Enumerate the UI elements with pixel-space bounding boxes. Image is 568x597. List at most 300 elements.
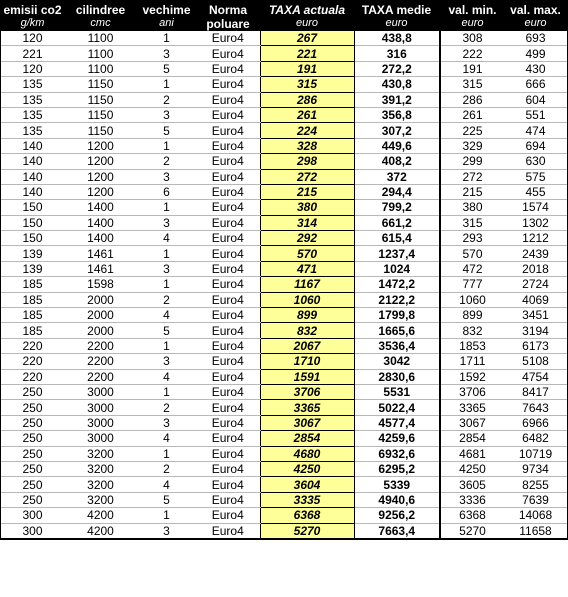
emisii-cell: 221 bbox=[1, 46, 64, 61]
taxa-medie-cell: 1237,4 bbox=[354, 246, 440, 261]
cilindree-cell: 2200 bbox=[64, 338, 137, 353]
norma-cell: Euro4 bbox=[196, 308, 260, 323]
val-max-cell: 575 bbox=[504, 169, 567, 184]
vechime-cell: 2 bbox=[137, 92, 196, 107]
emisii-cell: 185 bbox=[1, 323, 64, 338]
vechime-cell: 5 bbox=[137, 61, 196, 76]
norma-cell: Euro4 bbox=[196, 123, 260, 138]
norma-cell: Euro4 bbox=[196, 261, 260, 276]
val-min-cell: 777 bbox=[440, 277, 504, 292]
table-row bbox=[1, 200, 567, 215]
val-max-cell: 499 bbox=[504, 46, 567, 61]
val-min-cell: 4681 bbox=[440, 446, 504, 461]
cilindree-cell: 1100 bbox=[64, 46, 137, 61]
val-max-cell: 6966 bbox=[504, 415, 567, 430]
vechime-cell: 2 bbox=[137, 154, 196, 169]
unit-emisii: g/km bbox=[1, 17, 64, 31]
table-row bbox=[1, 46, 567, 61]
emisii-cell: 300 bbox=[1, 508, 64, 523]
val-max-cell: 1574 bbox=[504, 200, 567, 215]
taxa-medie-cell: 799,2 bbox=[354, 200, 440, 215]
taxa-actuala-cell: 298 bbox=[260, 154, 354, 169]
taxa-medie-cell: 7663,4 bbox=[354, 523, 440, 538]
norma-cell: Euro4 bbox=[196, 415, 260, 430]
table-header bbox=[1, 1, 567, 31]
norma-cell: Euro4 bbox=[196, 246, 260, 261]
norma-cell: Euro4 bbox=[196, 338, 260, 353]
vechime-cell: 4 bbox=[137, 231, 196, 246]
taxa-medie-cell: 2830,6 bbox=[354, 369, 440, 384]
val-min-cell: 2854 bbox=[440, 431, 504, 446]
val-min-cell: 5270 bbox=[440, 523, 504, 538]
emisii-cell: 139 bbox=[1, 246, 64, 261]
vechime-cell: 3 bbox=[137, 523, 196, 538]
cilindree-cell: 1461 bbox=[64, 261, 137, 276]
unit-taxa-actuala: euro bbox=[260, 17, 354, 31]
taxa-medie-cell: 356,8 bbox=[354, 107, 440, 122]
taxa-medie-cell: 5339 bbox=[354, 477, 440, 492]
taxa-medie-cell: 4259,6 bbox=[354, 431, 440, 446]
taxa-medie-cell: 272,2 bbox=[354, 61, 440, 76]
table-row bbox=[1, 231, 567, 246]
table-row bbox=[1, 154, 567, 169]
val-min-cell: 3706 bbox=[440, 384, 504, 399]
vechime-cell: 3 bbox=[137, 354, 196, 369]
val-min-cell: 570 bbox=[440, 246, 504, 261]
val-max-cell: 3194 bbox=[504, 323, 567, 338]
val-max-cell: 630 bbox=[504, 154, 567, 169]
cilindree-cell: 1400 bbox=[64, 200, 137, 215]
taxa-medie-cell: 438,8 bbox=[354, 31, 440, 46]
val-min-cell: 329 bbox=[440, 138, 504, 153]
norma-cell: Euro4 bbox=[196, 477, 260, 492]
cilindree-cell: 1461 bbox=[64, 246, 137, 261]
val-min-cell: 225 bbox=[440, 123, 504, 138]
taxa-actuala-cell: 3706 bbox=[260, 384, 354, 399]
taxa-medie-cell: 1024 bbox=[354, 261, 440, 276]
table-row bbox=[1, 477, 567, 492]
unit-norma: poluare bbox=[196, 17, 260, 31]
val-min-cell: 222 bbox=[440, 46, 504, 61]
emisii-cell: 150 bbox=[1, 231, 64, 246]
norma-cell: Euro4 bbox=[196, 354, 260, 369]
cilindree-cell: 2000 bbox=[64, 308, 137, 323]
vechime-cell: 1 bbox=[137, 277, 196, 292]
table-row bbox=[1, 261, 567, 276]
emisii-cell: 250 bbox=[1, 400, 64, 415]
taxa-medie-cell: 1665,6 bbox=[354, 323, 440, 338]
cilindree-cell: 1150 bbox=[64, 107, 137, 122]
emisii-cell: 140 bbox=[1, 184, 64, 199]
table-row bbox=[1, 323, 567, 338]
table-row bbox=[1, 184, 567, 199]
cilindree-cell: 3000 bbox=[64, 415, 137, 430]
norma-cell: Euro4 bbox=[196, 154, 260, 169]
header-val-min: val. min. bbox=[440, 1, 504, 17]
val-max-cell: 430 bbox=[504, 61, 567, 76]
norma-cell: Euro4 bbox=[196, 138, 260, 153]
val-min-cell: 1592 bbox=[440, 369, 504, 384]
val-max-cell: 6482 bbox=[504, 431, 567, 446]
table-row bbox=[1, 61, 567, 76]
val-max-cell: 7643 bbox=[504, 400, 567, 415]
emisii-cell: 185 bbox=[1, 277, 64, 292]
cilindree-cell: 1200 bbox=[64, 184, 137, 199]
emisii-cell: 220 bbox=[1, 369, 64, 384]
norma-cell: Euro4 bbox=[196, 369, 260, 384]
table-row bbox=[1, 169, 567, 184]
taxa-medie-cell: 430,8 bbox=[354, 77, 440, 92]
vechime-cell: 1 bbox=[137, 384, 196, 399]
norma-cell: Euro4 bbox=[196, 461, 260, 476]
taxa-actuala-cell: 4680 bbox=[260, 446, 354, 461]
tax-table bbox=[1, 1, 567, 539]
norma-cell: Euro4 bbox=[196, 31, 260, 46]
emisii-cell: 250 bbox=[1, 431, 64, 446]
table-row bbox=[1, 354, 567, 369]
val-min-cell: 191 bbox=[440, 61, 504, 76]
table-row bbox=[1, 215, 567, 230]
header-row-units bbox=[1, 17, 567, 31]
taxa-medie-cell: 615,4 bbox=[354, 231, 440, 246]
emisii-cell: 300 bbox=[1, 523, 64, 538]
emisii-cell: 135 bbox=[1, 92, 64, 107]
table-row bbox=[1, 107, 567, 122]
header-val-max: val. max. bbox=[504, 1, 567, 17]
table-row bbox=[1, 31, 567, 46]
taxa-actuala-cell: 3365 bbox=[260, 400, 354, 415]
norma-cell: Euro4 bbox=[196, 400, 260, 415]
taxa-actuala-cell: 2067 bbox=[260, 338, 354, 353]
cilindree-cell: 1150 bbox=[64, 77, 137, 92]
table-row bbox=[1, 92, 567, 107]
val-max-cell: 551 bbox=[504, 107, 567, 122]
val-max-cell: 10719 bbox=[504, 446, 567, 461]
unit-val-max: euro bbox=[504, 17, 567, 31]
val-max-cell: 693 bbox=[504, 31, 567, 46]
emisii-cell: 185 bbox=[1, 308, 64, 323]
cilindree-cell: 3200 bbox=[64, 477, 137, 492]
cilindree-cell: 1150 bbox=[64, 92, 137, 107]
taxa-medie-cell: 4577,4 bbox=[354, 415, 440, 430]
val-max-cell: 694 bbox=[504, 138, 567, 153]
unit-taxa-medie: euro bbox=[354, 17, 440, 31]
norma-cell: Euro4 bbox=[196, 46, 260, 61]
cilindree-cell: 1200 bbox=[64, 138, 137, 153]
cilindree-cell: 2000 bbox=[64, 292, 137, 307]
vechime-cell: 3 bbox=[137, 261, 196, 276]
taxa-actuala-cell: 3067 bbox=[260, 415, 354, 430]
taxa-medie-cell: 1799,8 bbox=[354, 308, 440, 323]
vechime-cell: 1 bbox=[137, 31, 196, 46]
vechime-cell: 1 bbox=[137, 77, 196, 92]
taxa-medie-cell: 6932,6 bbox=[354, 446, 440, 461]
taxa-medie-cell: 316 bbox=[354, 46, 440, 61]
norma-cell: Euro4 bbox=[196, 215, 260, 230]
val-min-cell: 293 bbox=[440, 231, 504, 246]
val-max-cell: 666 bbox=[504, 77, 567, 92]
taxa-actuala-cell: 832 bbox=[260, 323, 354, 338]
header-row-titles bbox=[1, 1, 567, 17]
taxa-actuala-cell: 1710 bbox=[260, 354, 354, 369]
norma-cell: Euro4 bbox=[196, 231, 260, 246]
emisii-cell: 135 bbox=[1, 107, 64, 122]
taxa-actuala-cell: 261 bbox=[260, 107, 354, 122]
taxa-actuala-cell: 1060 bbox=[260, 292, 354, 307]
val-max-cell: 2439 bbox=[504, 246, 567, 261]
norma-cell: Euro4 bbox=[196, 431, 260, 446]
vechime-cell: 3 bbox=[137, 215, 196, 230]
val-max-cell: 8417 bbox=[504, 384, 567, 399]
val-min-cell: 3365 bbox=[440, 400, 504, 415]
vechime-cell: 3 bbox=[137, 46, 196, 61]
taxa-medie-cell: 372 bbox=[354, 169, 440, 184]
taxa-medie-cell: 661,2 bbox=[354, 215, 440, 230]
val-min-cell: 6368 bbox=[440, 508, 504, 523]
taxa-medie-cell: 294,4 bbox=[354, 184, 440, 199]
table-row bbox=[1, 523, 567, 538]
unit-val-min: euro bbox=[440, 17, 504, 31]
taxa-actuala-cell: 4250 bbox=[260, 461, 354, 476]
header-emisii: emisii co2 bbox=[1, 1, 64, 17]
emisii-cell: 250 bbox=[1, 492, 64, 507]
val-max-cell: 2724 bbox=[504, 277, 567, 292]
norma-cell: Euro4 bbox=[196, 200, 260, 215]
norma-cell: Euro4 bbox=[196, 277, 260, 292]
table-row bbox=[1, 431, 567, 446]
table-row bbox=[1, 369, 567, 384]
table-body bbox=[1, 31, 567, 538]
vechime-cell: 3 bbox=[137, 169, 196, 184]
unit-cilindree: cmc bbox=[64, 17, 137, 31]
taxa-actuala-cell: 899 bbox=[260, 308, 354, 323]
vechime-cell: 3 bbox=[137, 415, 196, 430]
vechime-cell: 5 bbox=[137, 492, 196, 507]
norma-cell: Euro4 bbox=[196, 107, 260, 122]
vechime-cell: 2 bbox=[137, 292, 196, 307]
table-row bbox=[1, 400, 567, 415]
val-max-cell: 11658 bbox=[504, 523, 567, 538]
emisii-cell: 150 bbox=[1, 215, 64, 230]
cilindree-cell: 1200 bbox=[64, 154, 137, 169]
val-max-cell: 2018 bbox=[504, 261, 567, 276]
taxa-medie-cell: 391,2 bbox=[354, 92, 440, 107]
taxa-actuala-cell: 224 bbox=[260, 123, 354, 138]
norma-cell: Euro4 bbox=[196, 292, 260, 307]
vechime-cell: 6 bbox=[137, 184, 196, 199]
cilindree-cell: 1400 bbox=[64, 231, 137, 246]
cilindree-cell: 1150 bbox=[64, 123, 137, 138]
taxa-actuala-cell: 380 bbox=[260, 200, 354, 215]
taxa-actuala-cell: 3604 bbox=[260, 477, 354, 492]
val-min-cell: 286 bbox=[440, 92, 504, 107]
taxa-medie-cell: 4940,6 bbox=[354, 492, 440, 507]
emisii-cell: 250 bbox=[1, 415, 64, 430]
emisii-cell: 140 bbox=[1, 169, 64, 184]
norma-cell: Euro4 bbox=[196, 384, 260, 399]
emisii-cell: 120 bbox=[1, 61, 64, 76]
emisii-cell: 250 bbox=[1, 461, 64, 476]
val-min-cell: 380 bbox=[440, 200, 504, 215]
emisii-cell: 139 bbox=[1, 261, 64, 276]
val-min-cell: 272 bbox=[440, 169, 504, 184]
val-max-cell: 474 bbox=[504, 123, 567, 138]
header-taxa-actuala: TAXA actuala bbox=[260, 1, 354, 17]
vechime-cell: 2 bbox=[137, 400, 196, 415]
taxa-medie-cell: 408,2 bbox=[354, 154, 440, 169]
val-min-cell: 315 bbox=[440, 215, 504, 230]
table-row bbox=[1, 461, 567, 476]
vechime-cell: 4 bbox=[137, 477, 196, 492]
taxa-actuala-cell: 292 bbox=[260, 231, 354, 246]
val-max-cell: 9734 bbox=[504, 461, 567, 476]
cilindree-cell: 1100 bbox=[64, 61, 137, 76]
header-cilindree: cilindree bbox=[64, 1, 137, 17]
cilindree-cell: 4200 bbox=[64, 523, 137, 538]
taxa-actuala-cell: 191 bbox=[260, 61, 354, 76]
vechime-cell: 1 bbox=[137, 246, 196, 261]
taxa-actuala-cell: 267 bbox=[260, 31, 354, 46]
cilindree-cell: 3000 bbox=[64, 400, 137, 415]
val-max-cell: 1212 bbox=[504, 231, 567, 246]
val-max-cell: 5108 bbox=[504, 354, 567, 369]
header-taxa-medie: TAXA medie bbox=[354, 1, 440, 17]
val-min-cell: 308 bbox=[440, 31, 504, 46]
norma-cell: Euro4 bbox=[196, 77, 260, 92]
val-max-cell: 6173 bbox=[504, 338, 567, 353]
val-max-cell: 8255 bbox=[504, 477, 567, 492]
val-min-cell: 215 bbox=[440, 184, 504, 199]
cilindree-cell: 1598 bbox=[64, 277, 137, 292]
taxa-medie-cell: 2122,2 bbox=[354, 292, 440, 307]
taxa-medie-cell: 5531 bbox=[354, 384, 440, 399]
val-max-cell: 1302 bbox=[504, 215, 567, 230]
taxa-actuala-cell: 5270 bbox=[260, 523, 354, 538]
val-max-cell: 604 bbox=[504, 92, 567, 107]
norma-cell: Euro4 bbox=[196, 446, 260, 461]
val-max-cell: 3451 bbox=[504, 308, 567, 323]
vechime-cell: 4 bbox=[137, 431, 196, 446]
val-min-cell: 299 bbox=[440, 154, 504, 169]
norma-cell: Euro4 bbox=[196, 92, 260, 107]
cilindree-cell: 2200 bbox=[64, 369, 137, 384]
table-row bbox=[1, 492, 567, 507]
taxa-actuala-cell: 328 bbox=[260, 138, 354, 153]
taxa-actuala-cell: 272 bbox=[260, 169, 354, 184]
val-min-cell: 1060 bbox=[440, 292, 504, 307]
table-row bbox=[1, 338, 567, 353]
cilindree-cell: 1200 bbox=[64, 169, 137, 184]
cilindree-cell: 2000 bbox=[64, 323, 137, 338]
cilindree-cell: 3200 bbox=[64, 446, 137, 461]
emisii-cell: 220 bbox=[1, 338, 64, 353]
table-row bbox=[1, 292, 567, 307]
table-row bbox=[1, 308, 567, 323]
val-min-cell: 1853 bbox=[440, 338, 504, 353]
emisii-cell: 135 bbox=[1, 123, 64, 138]
taxa-medie-cell: 307,2 bbox=[354, 123, 440, 138]
val-min-cell: 4250 bbox=[440, 461, 504, 476]
unit-vechime: ani bbox=[137, 17, 196, 31]
table-row bbox=[1, 415, 567, 430]
vechime-cell: 2 bbox=[137, 461, 196, 476]
vechime-cell: 5 bbox=[137, 323, 196, 338]
emisii-cell: 135 bbox=[1, 77, 64, 92]
vechime-cell: 1 bbox=[137, 338, 196, 353]
cilindree-cell: 3200 bbox=[64, 461, 137, 476]
taxa-medie-cell: 3536,4 bbox=[354, 338, 440, 353]
table-row bbox=[1, 123, 567, 138]
taxa-actuala-cell: 314 bbox=[260, 215, 354, 230]
vechime-cell: 4 bbox=[137, 369, 196, 384]
taxa-medie-cell: 9256,2 bbox=[354, 508, 440, 523]
emisii-cell: 250 bbox=[1, 384, 64, 399]
table-row bbox=[1, 138, 567, 153]
taxa-actuala-cell: 6368 bbox=[260, 508, 354, 523]
norma-cell: Euro4 bbox=[196, 61, 260, 76]
cilindree-cell: 2200 bbox=[64, 354, 137, 369]
table-row bbox=[1, 246, 567, 261]
taxa-actuala-cell: 570 bbox=[260, 246, 354, 261]
emisii-cell: 150 bbox=[1, 200, 64, 215]
norma-cell: Euro4 bbox=[196, 508, 260, 523]
emisii-cell: 140 bbox=[1, 154, 64, 169]
taxa-actuala-cell: 2854 bbox=[260, 431, 354, 446]
taxa-actuala-cell: 3335 bbox=[260, 492, 354, 507]
taxa-medie-cell: 1472,2 bbox=[354, 277, 440, 292]
val-min-cell: 472 bbox=[440, 261, 504, 276]
val-min-cell: 3605 bbox=[440, 477, 504, 492]
cilindree-cell: 3000 bbox=[64, 384, 137, 399]
taxa-actuala-cell: 215 bbox=[260, 184, 354, 199]
table-row bbox=[1, 277, 567, 292]
taxa-actuala-cell: 221 bbox=[260, 46, 354, 61]
val-min-cell: 3336 bbox=[440, 492, 504, 507]
vechime-cell: 1 bbox=[137, 138, 196, 153]
val-max-cell: 14068 bbox=[504, 508, 567, 523]
val-min-cell: 315 bbox=[440, 77, 504, 92]
emisii-cell: 250 bbox=[1, 446, 64, 461]
taxa-actuala-cell: 315 bbox=[260, 77, 354, 92]
val-min-cell: 1711 bbox=[440, 354, 504, 369]
vechime-cell: 1 bbox=[137, 508, 196, 523]
table-row bbox=[1, 508, 567, 523]
val-min-cell: 3067 bbox=[440, 415, 504, 430]
emisii-cell: 120 bbox=[1, 31, 64, 46]
cilindree-cell: 4200 bbox=[64, 508, 137, 523]
val-min-cell: 899 bbox=[440, 308, 504, 323]
taxa-medie-cell: 6295,2 bbox=[354, 461, 440, 476]
taxa-actuala-cell: 286 bbox=[260, 92, 354, 107]
norma-cell: Euro4 bbox=[196, 492, 260, 507]
val-max-cell: 7639 bbox=[504, 492, 567, 507]
taxa-actuala-cell: 1167 bbox=[260, 277, 354, 292]
norma-cell: Euro4 bbox=[196, 523, 260, 538]
vechime-cell: 4 bbox=[137, 308, 196, 323]
table-row bbox=[1, 384, 567, 399]
header-vechime: vechime bbox=[137, 1, 196, 17]
taxa-actuala-cell: 1591 bbox=[260, 369, 354, 384]
cilindree-cell: 1400 bbox=[64, 215, 137, 230]
val-min-cell: 261 bbox=[440, 107, 504, 122]
cilindree-cell: 3000 bbox=[64, 431, 137, 446]
cilindree-cell: 1100 bbox=[64, 31, 137, 46]
taxa-medie-cell: 5022,4 bbox=[354, 400, 440, 415]
vechime-cell: 1 bbox=[137, 446, 196, 461]
val-max-cell: 4069 bbox=[504, 292, 567, 307]
norma-cell: Euro4 bbox=[196, 184, 260, 199]
emisii-cell: 185 bbox=[1, 292, 64, 307]
